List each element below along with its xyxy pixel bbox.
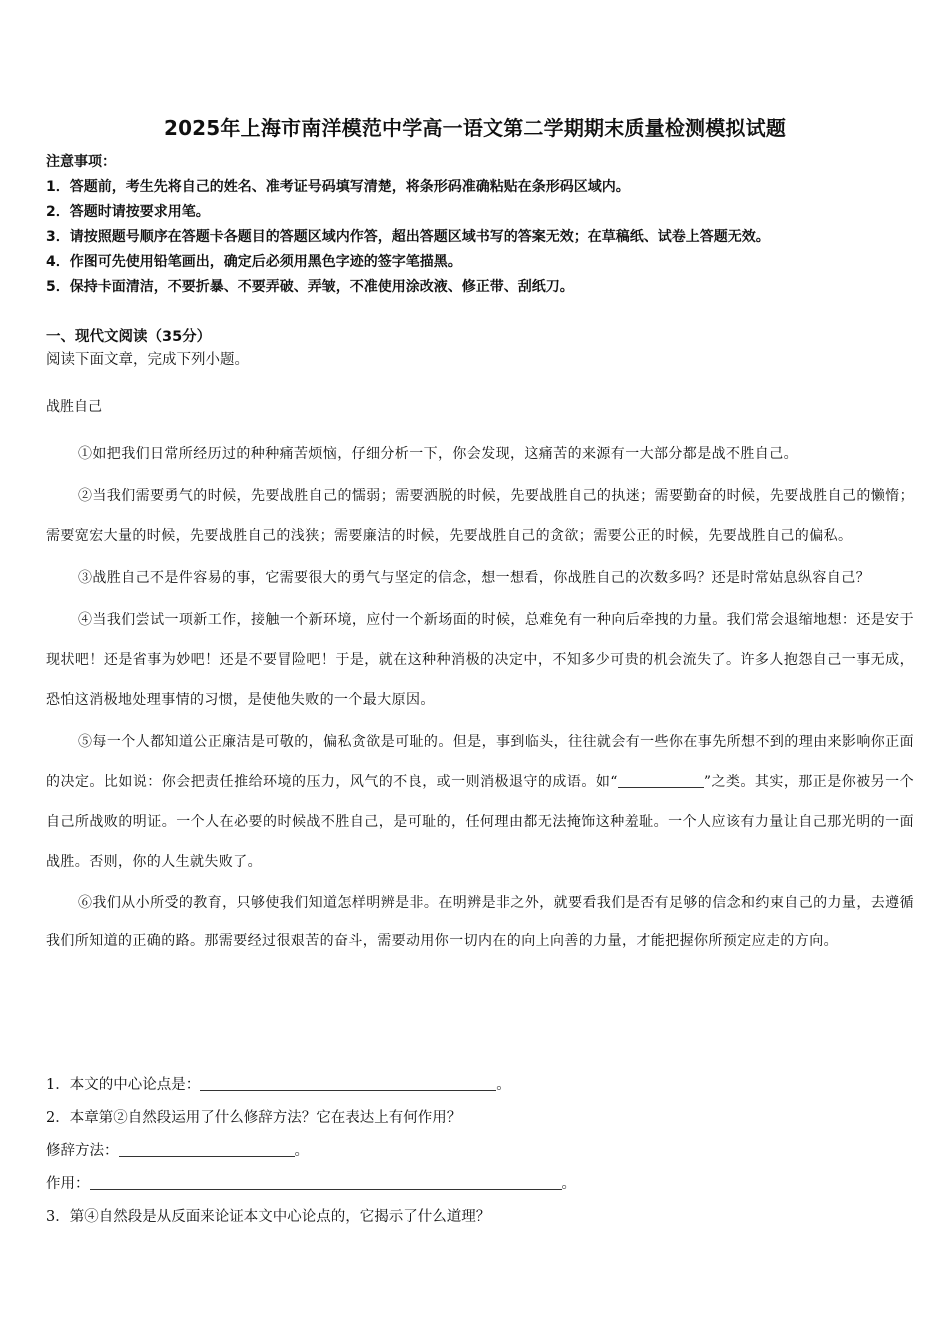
article-paragraph: ②当我们需要勇气的时候，先要战胜自己的懦弱；需要洒脱的时候，先要战胜自己的执迷；需要勤奋的时候，先要战胜自己的懒惰；需要宽宏大量的时候，先要战胜自己的浅狭；需要廉洁的时候，先要战胜自己的贪欲；需要公正的时候，先要战胜自己的偏私。 xyxy=(46,488,914,544)
question-3: 3．第④自然段是从反面来论证本文中心论点的，它揭示了什么道理？ xyxy=(46,1209,491,1225)
paragraph-5-part-a: ⑤每一个人都知道公正廉洁是可敬的，偏私贪欲是可耻的。但是，事到临头，往往就会有一些你在事先所想不到的理由来影响你正面的决定。比如说：你会把责任推给环境的压力，风气的不良，或一则消极退守的成语。如“ xyxy=(46,734,914,790)
period: 。 xyxy=(496,1077,511,1093)
question-2: 2．本章第②自然段运用了什么修辞方法？它在表达上有何作用？ xyxy=(46,1110,462,1126)
answer-blank[interactable] xyxy=(90,1173,562,1190)
notice-item: 5．保持卡面清洁，不要折暴、不要弄破、弄皱，不准使用涂改液、修正带、刮纸刀。 xyxy=(46,279,574,295)
answer-blank[interactable] xyxy=(668,771,704,788)
section-header xyxy=(46,326,916,372)
question-2-effect xyxy=(46,1169,916,1202)
notice-item: 1．答题前，考生先将自己的姓名、准考证号码填写清楚，将条形码准确粘贴在条形码区域内。 xyxy=(46,179,630,195)
article-paragraph xyxy=(46,722,914,882)
answer-blank[interactable] xyxy=(200,1074,496,1091)
questions-block xyxy=(46,1070,916,1235)
answer-blank[interactable] xyxy=(618,771,668,788)
method-label: 修辞方法： xyxy=(46,1143,119,1159)
article-paragraph: ④当我们尝试一项新工作，接触一个新环境，应付一个新场面的时候，总难免有一种向后牵拽的力量。我们常会退缩地想：还是安于现状吧！还是省事为妙吧！还是不要冒险吧！于是，就在这种种消极的决定中，不知多少可贵的机会流失了。许多人抱怨自己一事无成，恐怕这消极地处理事情的习惯，是使他失败的一个最大原因。 xyxy=(46,612,914,708)
section-intro: 阅读下面文章，完成下列小题。 xyxy=(46,352,249,368)
paragraph-5-part-b: ”之类。其实，那正是你被另一个自己所战败的明证。一个人在必要的时候战不胜自己，是可耻的，任何理由都无法掩饰这种羞耻。一个人应该有力量让自己那光明的一面战胜。否则，你的人生就失败了。 xyxy=(46,774,914,870)
article-paragraph: ①如把我们日常所经历过的种种痛苦烦恼，仔细分析一下，你会发现，这痛苦的来源有一大部分都是战不胜自己。 xyxy=(78,446,798,462)
notice-item: 3．请按照题号顺序在答题卡各题目的答题区域内作答，超出答题区域书写的答案无效；在草稿纸、试卷上答题无效。 xyxy=(46,229,770,245)
article-paragraph: ⑥我们从小所受的教育，只够使我们知道怎样明辨是非。在明辨是非之外，就要看我们是否有足够的信念和约束自己的力量，去遵循我们所知道的正确的路。那需要经过很艰苦的奋斗，需要动用你一切内在的向上向善的力量，才能把握你所预定应走的方向。 xyxy=(46,895,914,949)
notice-block xyxy=(46,150,916,300)
period: 。 xyxy=(294,1143,309,1159)
notice-heading: 注意事项： xyxy=(46,154,116,170)
question-1-text: 1．本文的中心论点是： xyxy=(46,1077,201,1093)
answer-blank[interactable] xyxy=(119,1140,295,1157)
notice-item: 4．作图可先使用铅笔画出，确定后必须用黑色字迹的签字笔描黑。 xyxy=(46,254,462,270)
notice-item: 2．答题时请按要求用笔。 xyxy=(46,204,210,220)
article-title: 战胜自己 xyxy=(46,399,102,415)
period: 。 xyxy=(561,1176,576,1192)
question-2-method xyxy=(46,1136,916,1169)
effect-label: 作用： xyxy=(46,1176,90,1192)
document-title: 2025年上海市南洋模范中学高一语文第二学期期末质量检测模拟试题 xyxy=(163,116,787,140)
article-body xyxy=(46,434,914,960)
article-paragraph: ③战胜自己不是件容易的事，它需要很大的勇气与坚定的信念，想一想看，你战胜自己的次数多吗？还是时常姑息纵容自己？ xyxy=(78,570,870,586)
question-1 xyxy=(46,1070,916,1103)
section-heading: 一、现代文阅读（35分） xyxy=(46,329,212,345)
